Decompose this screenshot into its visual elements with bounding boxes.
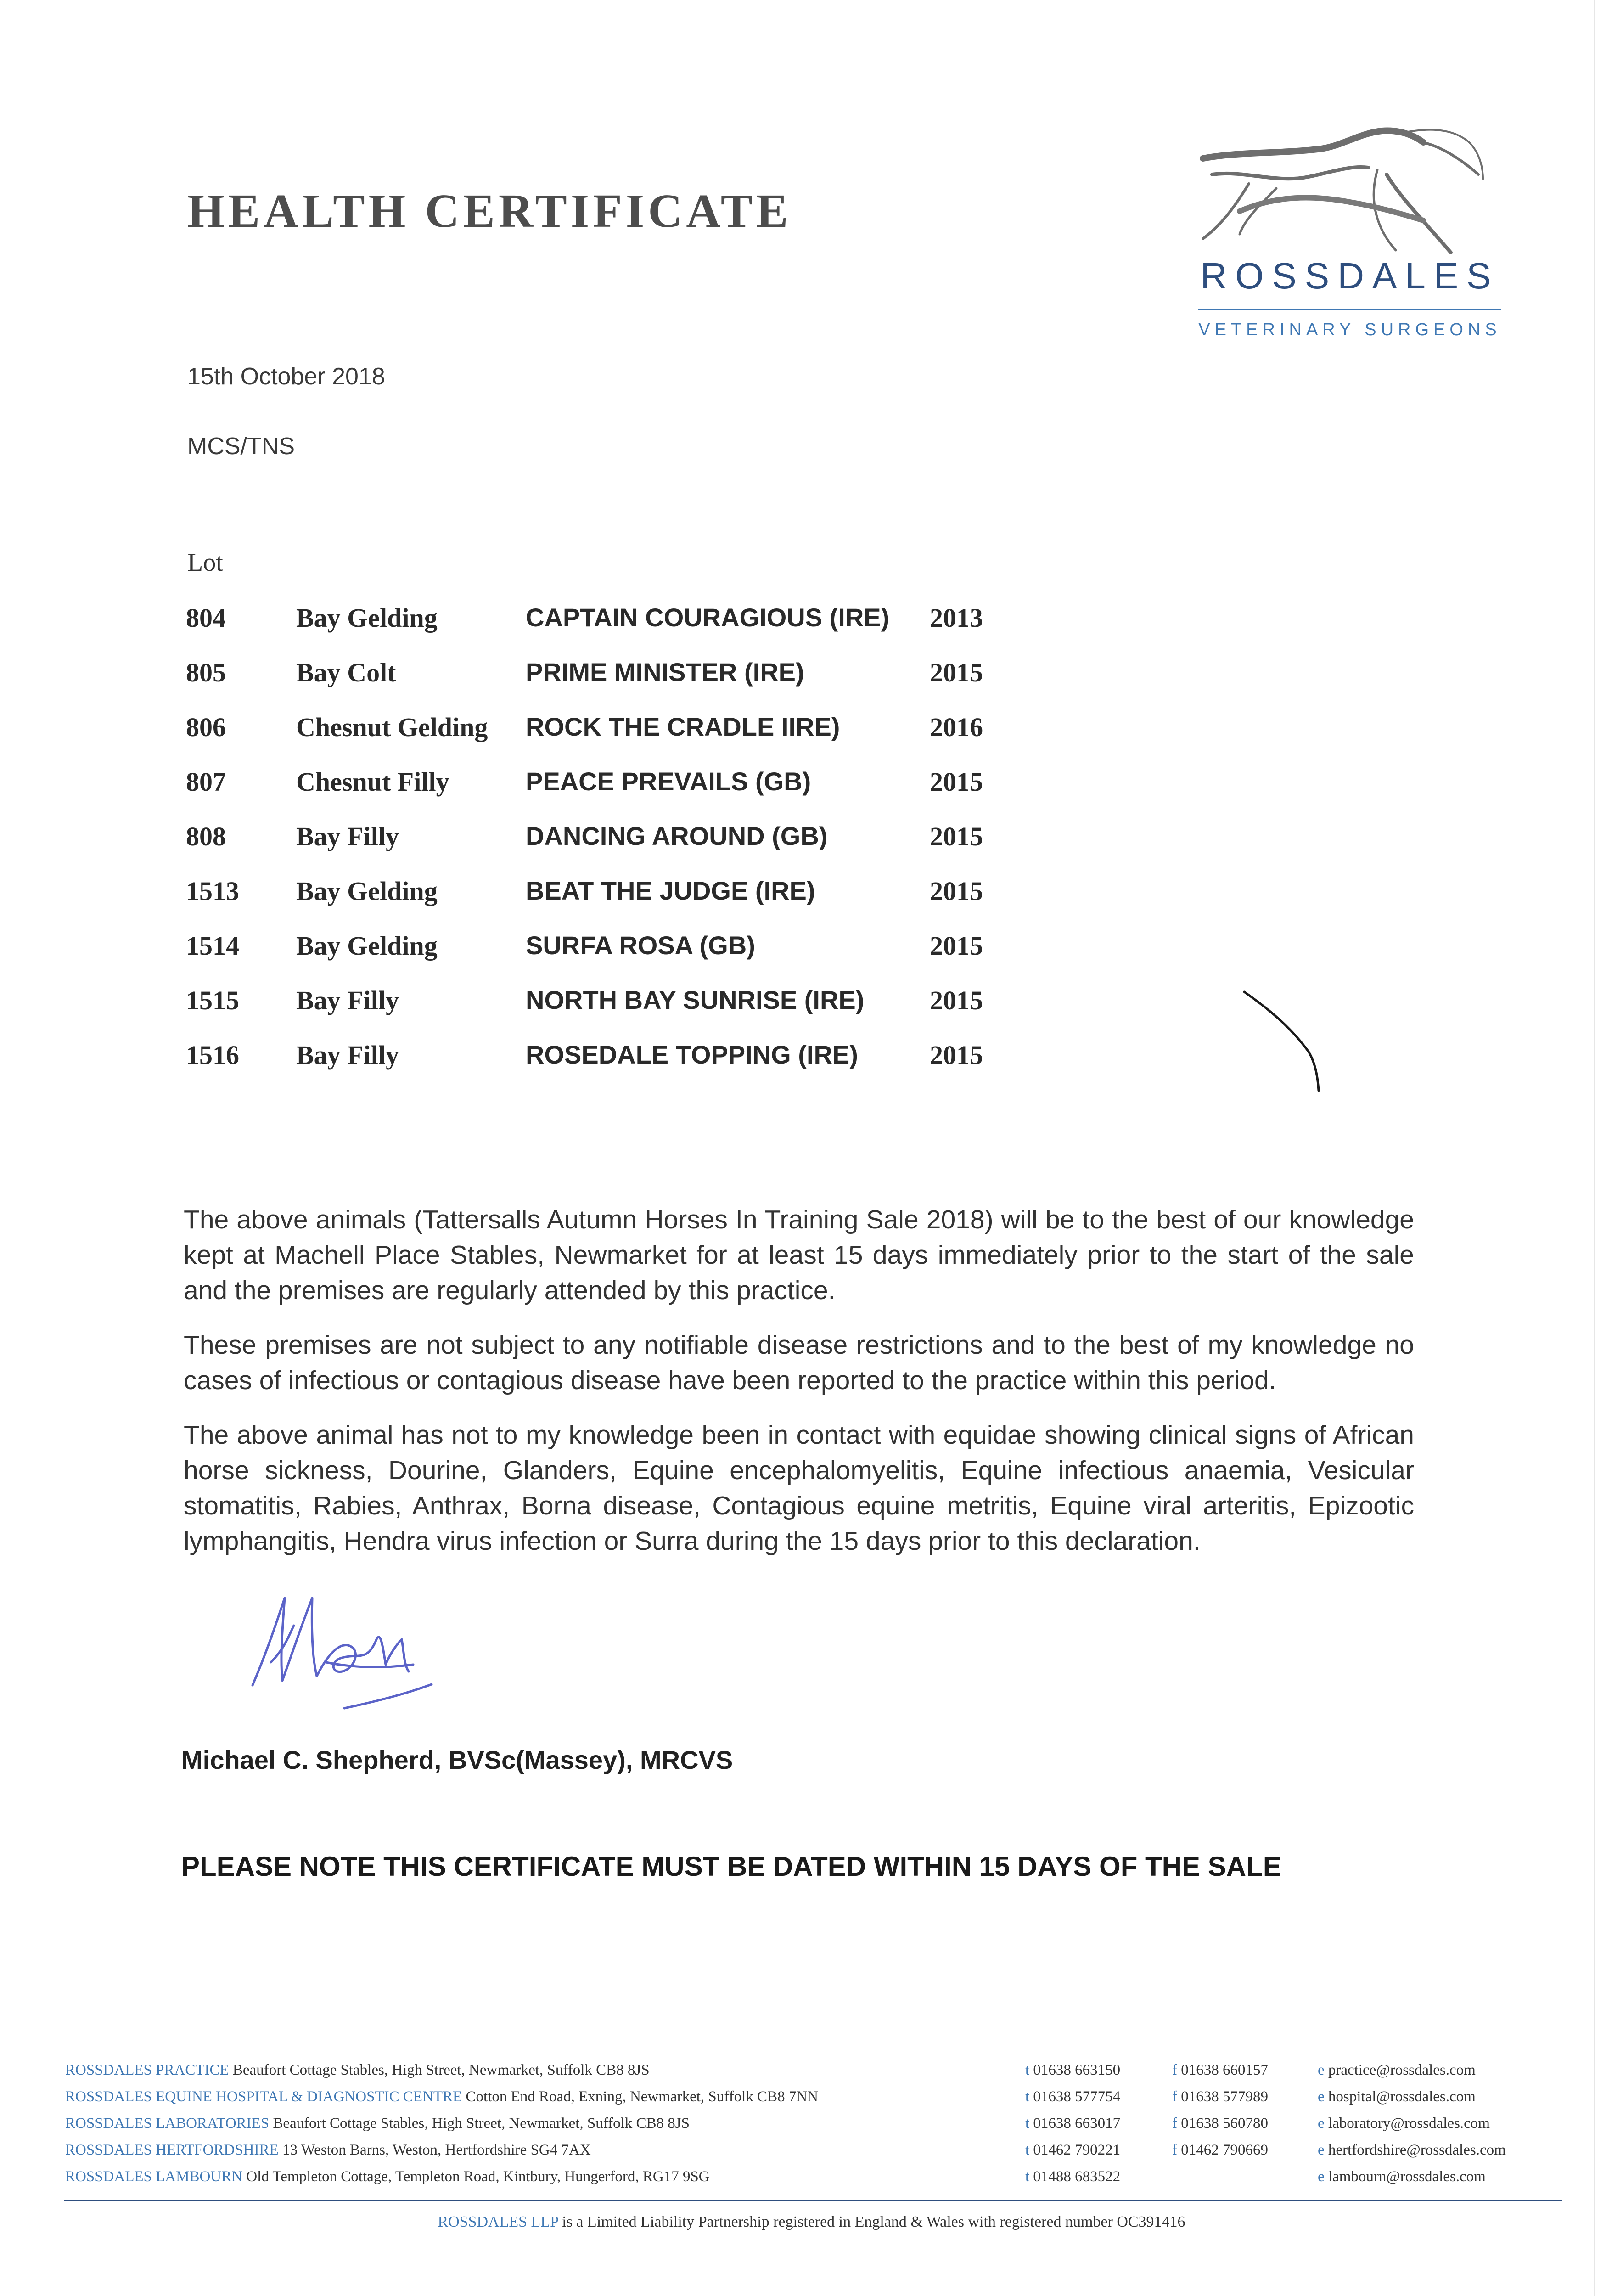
- horse-description: Bay Filly: [296, 985, 399, 1015]
- table-row: [0, 1040, 1623, 1090]
- horse-name: NORTH BAY SUNRISE (IRE): [526, 985, 865, 1014]
- tel-prefix: t: [1025, 2088, 1030, 2105]
- telephone: [1025, 2062, 1120, 2079]
- telephone: [1025, 2142, 1120, 2159]
- email-prefix: e: [1318, 2142, 1325, 2158]
- tel-prefix: t: [1025, 2115, 1030, 2132]
- foaling-year: 2016: [930, 712, 983, 742]
- practice-name: ROSSDALES LABORATORIES: [65, 2115, 270, 2132]
- certificate-date: 15th October 2018: [187, 363, 385, 390]
- table-row: [0, 712, 1623, 762]
- declaration-paragraph-2: These premises are not subject to any notifiable disease restrictions and to the best of my knowledge no cases of infectious or contagious disease have been reported to the practice within this period.: [184, 1330, 1414, 1395]
- email: [1318, 2115, 1490, 2132]
- rossdales-horse-logo: [1185, 115, 1506, 354]
- foaling-year: 2015: [930, 822, 983, 851]
- table-row: [0, 821, 1623, 872]
- fax: [1172, 2142, 1268, 2159]
- email-address: lambourn@rossdales.com: [1328, 2168, 1486, 2185]
- page-title: HEALTH CERTIFICATE: [187, 185, 792, 237]
- foaling-year: 2013: [930, 603, 983, 633]
- brand-divider: [1198, 309, 1501, 310]
- signer-name: Michael C. Shepherd, BVSc(Massey), MRCVS: [181, 1745, 733, 1774]
- fax-number: 01638 577989: [1181, 2088, 1268, 2105]
- fax-prefix: f: [1172, 2115, 1177, 2132]
- lot-number: 804: [186, 603, 226, 633]
- foaling-year: 2015: [930, 931, 983, 961]
- lot-number: 1513: [186, 876, 239, 906]
- practice-address: Beaufort Cottage Stables, High Street, Newmarket, Suffolk CB8 8JS: [273, 2115, 690, 2132]
- lot-number: 1514: [186, 931, 239, 961]
- telephone: [1025, 2168, 1120, 2185]
- fax-number: 01638 560780: [1181, 2115, 1268, 2132]
- footer-practice-line: [65, 2115, 690, 2132]
- email-address: hertfordshire@rossdales.com: [1328, 2142, 1506, 2158]
- handwritten-signature: [239, 1570, 468, 1717]
- declaration-paragraph-1: The above animals (Tattersalls Autumn Horses In Training Sale 2018) will be to the best of our knowledge kept at Machell Place Stables, Newmarket for at least 15 days immediately prior to the start of the sale and the premises are regularly attended by this practice.: [184, 1205, 1414, 1305]
- lot-number: 1515: [186, 985, 239, 1015]
- telephone: [1025, 2115, 1120, 2132]
- lot-number: 805: [186, 658, 226, 687]
- horse-name: PRIME MINISTER (IRE): [526, 658, 804, 687]
- footer-entry: [0, 2115, 1623, 2142]
- horse-description: Bay Gelding: [296, 876, 438, 906]
- tel-number: 01638 663150: [1033, 2062, 1121, 2078]
- tel-number: 01638 577754: [1033, 2088, 1121, 2105]
- fax: [1172, 2115, 1268, 2132]
- lot-number: 1516: [186, 1040, 239, 1070]
- lot-number: 807: [186, 767, 226, 797]
- tel-prefix: t: [1025, 2142, 1030, 2158]
- horse-name: BEAT THE JUDGE (IRE): [526, 876, 815, 905]
- pen-tick-mark: [1240, 983, 1350, 1093]
- footer-entry: [0, 2062, 1623, 2088]
- fax-prefix: f: [1172, 2062, 1177, 2078]
- horse-name: SURFA ROSA (GB): [526, 931, 755, 960]
- horse-description: Bay Filly: [296, 1040, 399, 1070]
- horse-description: Bay Gelding: [296, 931, 438, 961]
- lot-number: 808: [186, 822, 226, 851]
- horse-name: ROSEDALE TOPPING (IRE): [526, 1040, 858, 1069]
- fax-number: 01462 790669: [1181, 2142, 1268, 2158]
- practice-address: Old Templeton Cottage, Templeton Road, Kintbury, Hungerford, RG17 9SG: [246, 2168, 710, 2185]
- email-address: practice@rossdales.com: [1328, 2062, 1476, 2078]
- reference-code: MCS/TNS: [187, 433, 295, 460]
- email: [1318, 2168, 1486, 2185]
- lot-column-label: Lot: [187, 548, 223, 577]
- horse-name: CAPTAIN COURAGIOUS (IRE): [526, 603, 890, 632]
- horse-description: Bay Gelding: [296, 603, 438, 633]
- footer-entry: [0, 2142, 1623, 2168]
- email-address: hospital@rossdales.com: [1328, 2088, 1476, 2105]
- fax-prefix: f: [1172, 2088, 1177, 2105]
- horse-description: Bay Colt: [296, 658, 396, 687]
- email: [1318, 2142, 1506, 2159]
- horse-name: PEACE PREVAILS (GB): [526, 767, 811, 796]
- table-row: [0, 876, 1623, 926]
- email-prefix: e: [1318, 2168, 1325, 2185]
- practice-name: ROSSDALES EQUINE HOSPITAL & DIAGNOSTIC CENTRE: [65, 2088, 462, 2105]
- tel-prefix: t: [1025, 2062, 1030, 2078]
- email-prefix: e: [1318, 2088, 1325, 2105]
- email: [1318, 2088, 1476, 2105]
- email: [1318, 2062, 1476, 2079]
- tel-number: 01488 683522: [1033, 2168, 1121, 2185]
- practice-address: Beaufort Cottage Stables, High Street, Newmarket, Suffolk CB8 8JS: [232, 2062, 650, 2078]
- tel-number: 01462 790221: [1033, 2142, 1121, 2158]
- llp-text: is a Limited Liability Partnership registered in England & Wales with registered number OC391416: [562, 2213, 1185, 2230]
- horse-name: ROCK THE CRADLE IIRE): [526, 712, 840, 741]
- foaling-year: 2015: [930, 658, 983, 687]
- horse-description: Chesnut Gelding: [296, 712, 488, 742]
- email-prefix: e: [1318, 2062, 1325, 2078]
- practice-address: Cotton End Road, Exning, Newmarket, Suffolk CB8 7NN: [466, 2088, 818, 2105]
- practice-name: ROSSDALES HERTFORDSHIRE: [65, 2142, 279, 2158]
- footer-divider: [64, 2200, 1562, 2201]
- footer-entry: [0, 2088, 1623, 2115]
- table-row: [0, 766, 1623, 817]
- fax: [1172, 2088, 1268, 2105]
- declaration-paragraph-3: The above animal has not to my knowledge been in contact with equidae showing clinical signs of African horse sickness, Dourine, Glanders, Equine encephalomyelitis, Equine infectious anaemia, Vesicular stomatitis, Rabies, Anthrax, Borna disease, Contagious equine metritis, Equine viral arteritis, Epizootic lymphangitis, Hendra virus infection or Surra during the 15 days prior to this declaration.: [184, 1420, 1414, 1556]
- email-address: laboratory@rossdales.com: [1328, 2115, 1490, 2132]
- table-row: [0, 985, 1623, 1035]
- dating-notice: PLEASE NOTE THIS CERTIFICATE MUST BE DATED WITHIN 15 DAYS OF THE SALE: [181, 1851, 1281, 1882]
- lot-number: 806: [186, 712, 226, 742]
- footer-practice-line: [65, 2062, 650, 2079]
- practice-name: ROSSDALES PRACTICE: [65, 2062, 229, 2078]
- fax: [1172, 2062, 1268, 2079]
- fax-number: 01638 660157: [1181, 2062, 1268, 2078]
- foaling-year: 2015: [930, 767, 983, 797]
- llp-registration: [0, 2213, 1623, 2231]
- tel-number: 01638 663017: [1033, 2115, 1121, 2132]
- brand-name: ROSSDALES: [1200, 255, 1499, 296]
- tel-prefix: t: [1025, 2168, 1030, 2185]
- footer-entry: [0, 2168, 1623, 2195]
- footer-practice-line: [65, 2088, 818, 2105]
- foaling-year: 2015: [930, 876, 983, 906]
- practice-name: ROSSDALES LAMBOURN: [65, 2168, 242, 2185]
- llp-name: ROSSDALES LLP: [438, 2213, 558, 2230]
- foaling-year: 2015: [930, 985, 983, 1015]
- telephone: [1025, 2088, 1120, 2105]
- footer-practice-line: [65, 2168, 710, 2185]
- horse-description: Bay Filly: [296, 822, 399, 851]
- page-edge: [1594, 0, 1595, 2296]
- practice-address: 13 Weston Barns, Weston, Hertfordshire SG4 7AX: [282, 2142, 591, 2158]
- brand-subtitle: VETERINARY SURGEONS: [1198, 320, 1501, 339]
- fax-prefix: f: [1172, 2142, 1177, 2158]
- table-row: [0, 602, 1623, 653]
- footer-practice-line: [65, 2142, 591, 2159]
- horse-name: DANCING AROUND (GB): [526, 822, 828, 850]
- table-row: [0, 657, 1623, 708]
- email-prefix: e: [1318, 2115, 1325, 2132]
- table-row: [0, 930, 1623, 981]
- horse-description: Chesnut Filly: [296, 767, 449, 797]
- foaling-year: 2015: [930, 1040, 983, 1070]
